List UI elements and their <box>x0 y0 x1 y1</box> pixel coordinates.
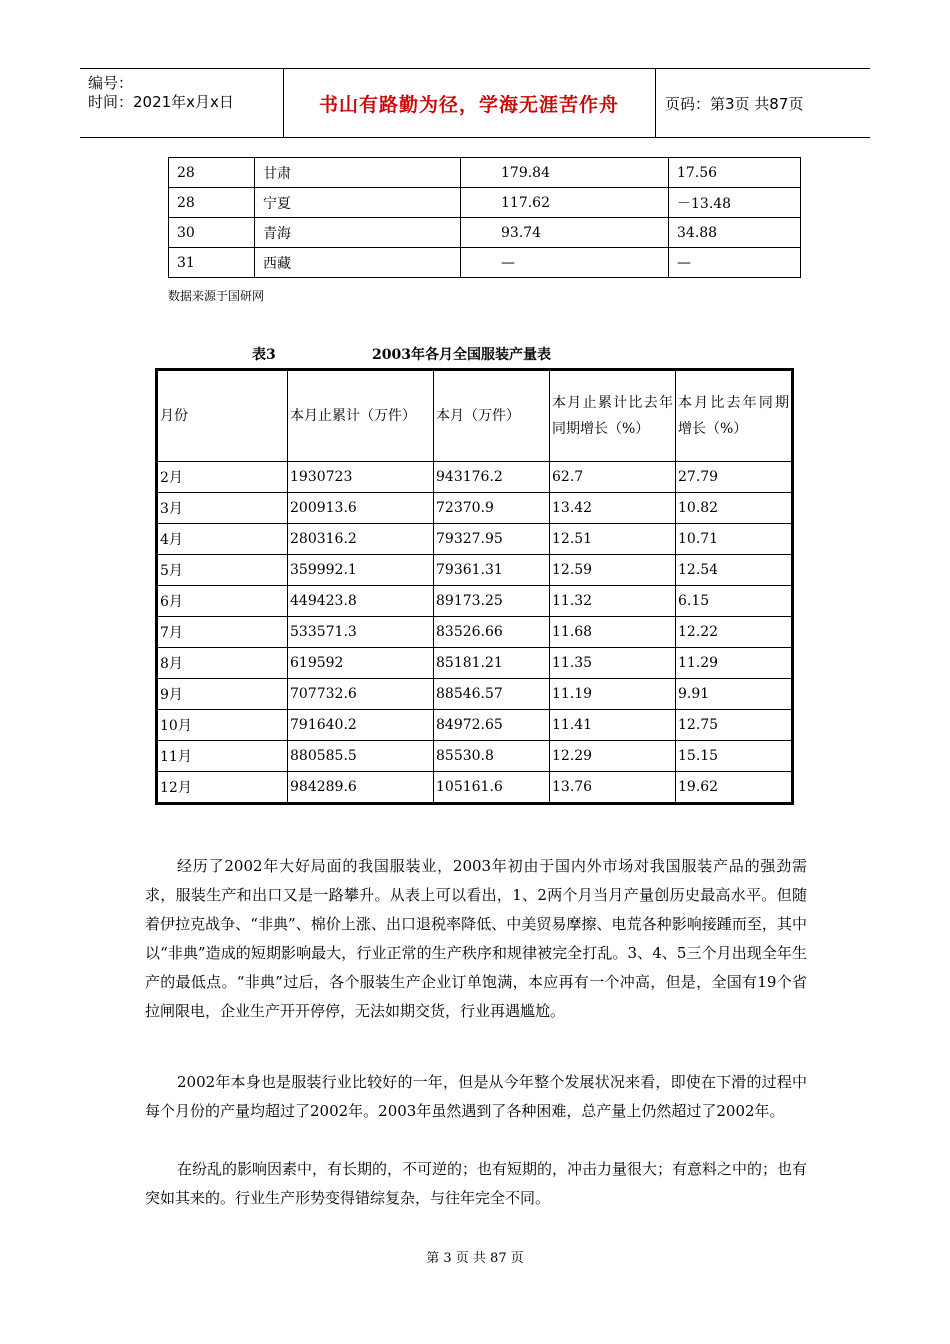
table-cell: 88546.57 <box>434 679 550 710</box>
table-cell: 13.42 <box>550 493 676 524</box>
table-cell: 15.15 <box>676 741 792 772</box>
table-cell: 13.76 <box>550 772 676 803</box>
table-cell: 3月 <box>158 493 288 524</box>
header-meta <box>88 74 280 112</box>
table-cell: 11.19 <box>550 679 676 710</box>
table-cell: 28 <box>169 158 255 188</box>
header-divider <box>655 69 656 137</box>
table-cell: 449423.8 <box>288 586 434 617</box>
table-header-row <box>158 371 792 462</box>
table-cell: 72370.9 <box>434 493 550 524</box>
monthly-output-table-frame <box>155 368 794 805</box>
table-cell: 89173.25 <box>434 586 550 617</box>
table-row <box>158 648 792 679</box>
table-cell: 12.51 <box>550 524 676 555</box>
table-cell: 28 <box>169 188 255 218</box>
table-cell: 西藏 <box>255 248 461 278</box>
table-cell: 880585.5 <box>288 741 434 772</box>
table-row <box>158 679 792 710</box>
table-row <box>158 555 792 586</box>
table-cell: 11.29 <box>676 648 792 679</box>
page-header <box>80 68 870 138</box>
table-row <box>158 586 792 617</box>
table-cell: — <box>669 248 801 278</box>
table-cell: 10月 <box>158 710 288 741</box>
table-cell: 27.79 <box>676 462 792 493</box>
table-cell: 105161.6 <box>434 772 550 803</box>
table-cell: 359992.1 <box>288 555 434 586</box>
table-cell: 7月 <box>158 617 288 648</box>
table-cell: 青海 <box>255 218 461 248</box>
table-cell: 12月 <box>158 772 288 803</box>
table-cell: 84972.65 <box>434 710 550 741</box>
table3-title: 2003年各月全国服装产量表 <box>372 347 551 363</box>
table-row <box>158 741 792 772</box>
table-cell: 943176.2 <box>434 462 550 493</box>
table-cell: 9月 <box>158 679 288 710</box>
table-cell: 10.71 <box>676 524 792 555</box>
table-cell: 1930723 <box>288 462 434 493</box>
table-cell: 79327.95 <box>434 524 550 555</box>
table-cell: 宁夏 <box>255 188 461 218</box>
table-cell: 34.88 <box>669 218 801 248</box>
header-cell: 本月止累计比去年同期增长（%） <box>550 371 676 462</box>
header-motto: 书山有路勤为径，学海无涯苦作舟 <box>318 93 619 116</box>
table-cell: 8月 <box>158 648 288 679</box>
table-cell: －13.48 <box>669 188 801 218</box>
table-cell: 12.75 <box>676 710 792 741</box>
document-date-label: 时间：2021年x月x日 <box>88 93 234 111</box>
table-cell: 30 <box>169 218 255 248</box>
table-cell: 11月 <box>158 741 288 772</box>
document-number-label: 编号： <box>88 74 134 92</box>
table-cell: 甘肃 <box>255 158 461 188</box>
province-ranking-table <box>168 157 801 278</box>
table-cell: 12.22 <box>676 617 792 648</box>
body-paragraph: 2002年本身也是服装行业比较好的一年，但是从今年整个发展状况来看，即使在下滑的过程中每个月份的产量均超过了2002年。2003年虽然遇到了各种困难，总产量上仍然超过了2002年。 <box>145 1073 807 1120</box>
table-cell: 6.15 <box>676 586 792 617</box>
table-row <box>169 158 801 188</box>
table-cell: 85181.21 <box>434 648 550 679</box>
table-cell: 85530.8 <box>434 741 550 772</box>
table-cell: 11.32 <box>550 586 676 617</box>
table-row <box>169 218 801 248</box>
table-cell: 4月 <box>158 524 288 555</box>
table-cell: 984289.6 <box>288 772 434 803</box>
table-cell: 12.59 <box>550 555 676 586</box>
table-row <box>169 188 801 218</box>
table-cell: 5月 <box>158 555 288 586</box>
table-row <box>158 772 792 803</box>
table-cell: 10.82 <box>676 493 792 524</box>
table-row <box>158 617 792 648</box>
header-cell: 本月（万件） <box>434 371 550 462</box>
table-cell: 533571.3 <box>288 617 434 648</box>
table-cell: 12.29 <box>550 741 676 772</box>
body-paragraph: 经历了2002年大好局面的我国服装业，2003年初由于国内外市场对我国服装产品的强劲需求，服装生产和出口又是一路攀升。从表上可以看出，1、2两个月当月产量创历史最高水平。但随着伊拉克战争、“非典”、棉价上涨、出口退税率降低、中美贸易摩擦、电荒各种影响接踵而至，其中以“非典”造成的短期影响最大，行业正常的生产秩序和规律被完全打乱。3、4、5三个月出现全年生产的最低点。“非典”过后，各个服装生产企业订单饱满，本应再有一个冲高，但是，全国有19个省拉闸限电，企业生产开开停停，无法如期交货，行业再遇尴尬。 <box>145 857 807 1020</box>
table3-label: 表3 <box>252 347 276 363</box>
data-source-note: 数据来源于国研网 <box>168 289 265 303</box>
table-cell: 17.56 <box>669 158 801 188</box>
table-row <box>158 462 792 493</box>
table-row <box>158 493 792 524</box>
table-cell: — <box>461 248 669 278</box>
table-cell: 9.91 <box>676 679 792 710</box>
table-cell: 707732.6 <box>288 679 434 710</box>
monthly-output-table <box>157 370 792 803</box>
table-row <box>169 248 801 278</box>
table-row <box>158 524 792 555</box>
table-cell: 200913.6 <box>288 493 434 524</box>
table-cell: 83526.66 <box>434 617 550 648</box>
header-page-number: 页码：第3页 共87页 <box>665 94 804 113</box>
table-cell: 19.62 <box>676 772 792 803</box>
table-row <box>158 710 792 741</box>
table-cell: 12.54 <box>676 555 792 586</box>
table-cell: 791640.2 <box>288 710 434 741</box>
table-cell: 62.7 <box>550 462 676 493</box>
header-cell: 本月止累计（万件） <box>288 371 434 462</box>
table-cell: 79361.31 <box>434 555 550 586</box>
table-cell: 619592 <box>288 648 434 679</box>
body-paragraph: 在纷乱的影响因素中，有长期的，不可逆的；也有短期的，冲击力量很大；有意料之中的；也有突如其来的。行业生产形势变得错综复杂，与往年完全不同。 <box>145 1160 808 1207</box>
table-cell: 280316.2 <box>288 524 434 555</box>
table-cell: 179.84 <box>461 158 669 188</box>
table-cell: 2月 <box>158 462 288 493</box>
table-cell: 93.74 <box>461 218 669 248</box>
header-cell: 本月比去年同期增长（%） <box>676 371 792 462</box>
page-footer: 第 3 页 共 87 页 <box>426 1251 524 1266</box>
header-cell: 月份 <box>158 371 288 462</box>
table-cell: 6月 <box>158 586 288 617</box>
table-cell: 31 <box>169 248 255 278</box>
table-cell: 11.41 <box>550 710 676 741</box>
table-cell: 117.62 <box>461 188 669 218</box>
table-cell: 11.35 <box>550 648 676 679</box>
table-cell: 11.68 <box>550 617 676 648</box>
